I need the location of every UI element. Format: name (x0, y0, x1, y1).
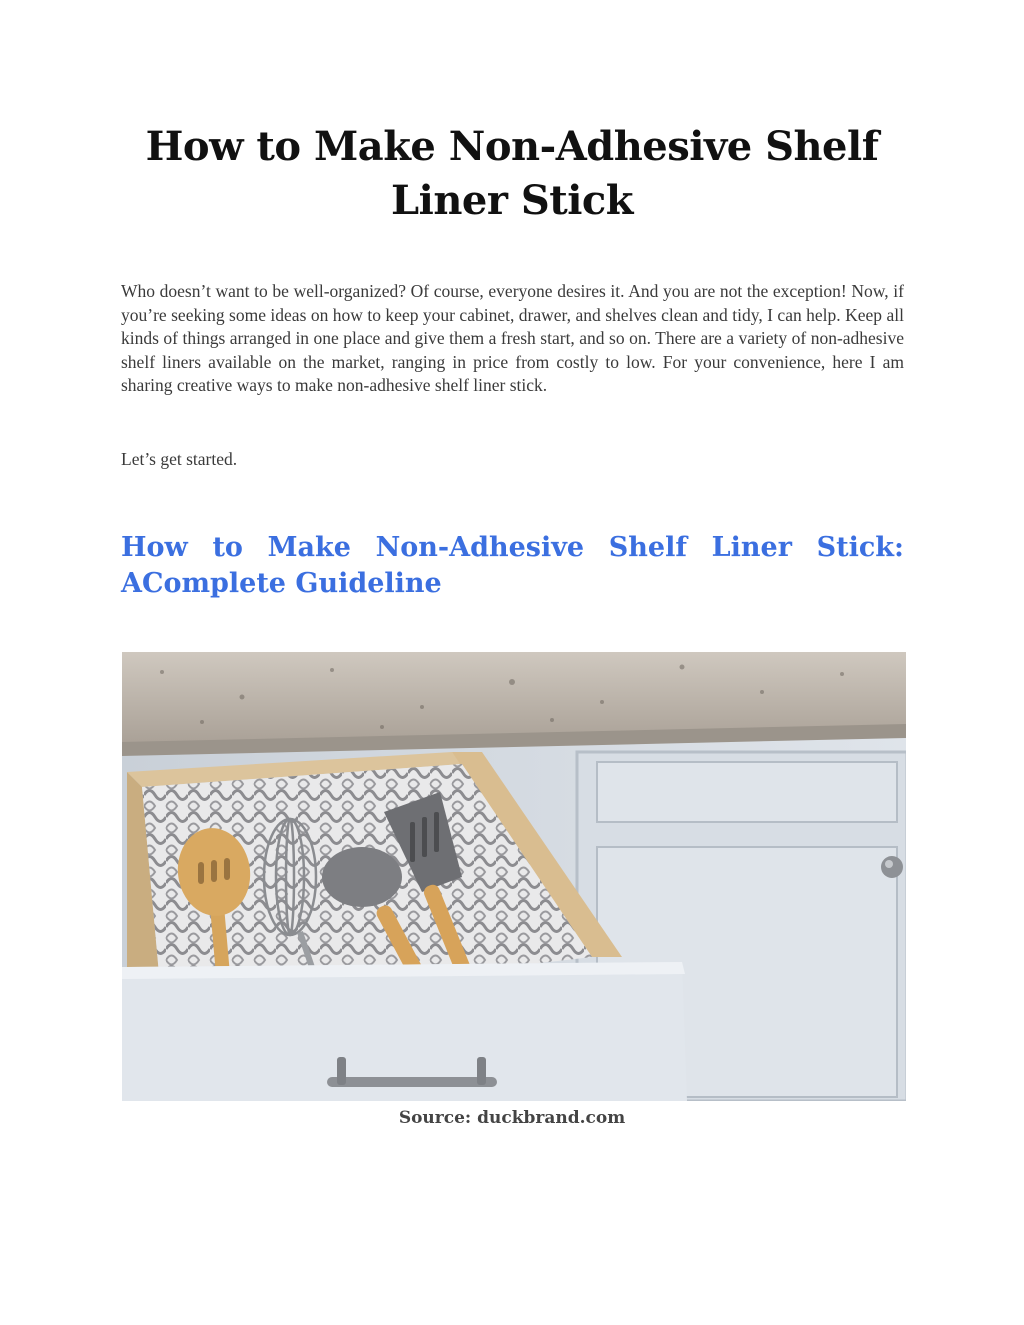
image-caption: Source: duckbrand.com (398, 1108, 626, 1128)
intro-paragraph: Who doesn’t want to be well-organized? Of course, everyone desires it. And you are not the exception! Now, if you’re seeking some ideas on how to keep your cabinet, drawer, and shelves clean and tidy, I can help. Keep all kinds of things arranged in one place and give them a fresh start, and so on. There are a variety of non-adhesive shelf liners available on the market, ranging in price from costly to low. For your convenience, here I am sharing creative ways to make non-adhesive shelf liner stick. (121, 281, 904, 395)
lets-get-started-paragraph: Let’s get started. (121, 449, 238, 469)
page-title: How to Make Non-Adhesive Shelf Liner Stick (145, 123, 879, 224)
drawer-photo (122, 652, 906, 1101)
section-heading: How to Make Non-Adhesive Shelf Liner Stick: AComplete Guideline (121, 532, 904, 599)
